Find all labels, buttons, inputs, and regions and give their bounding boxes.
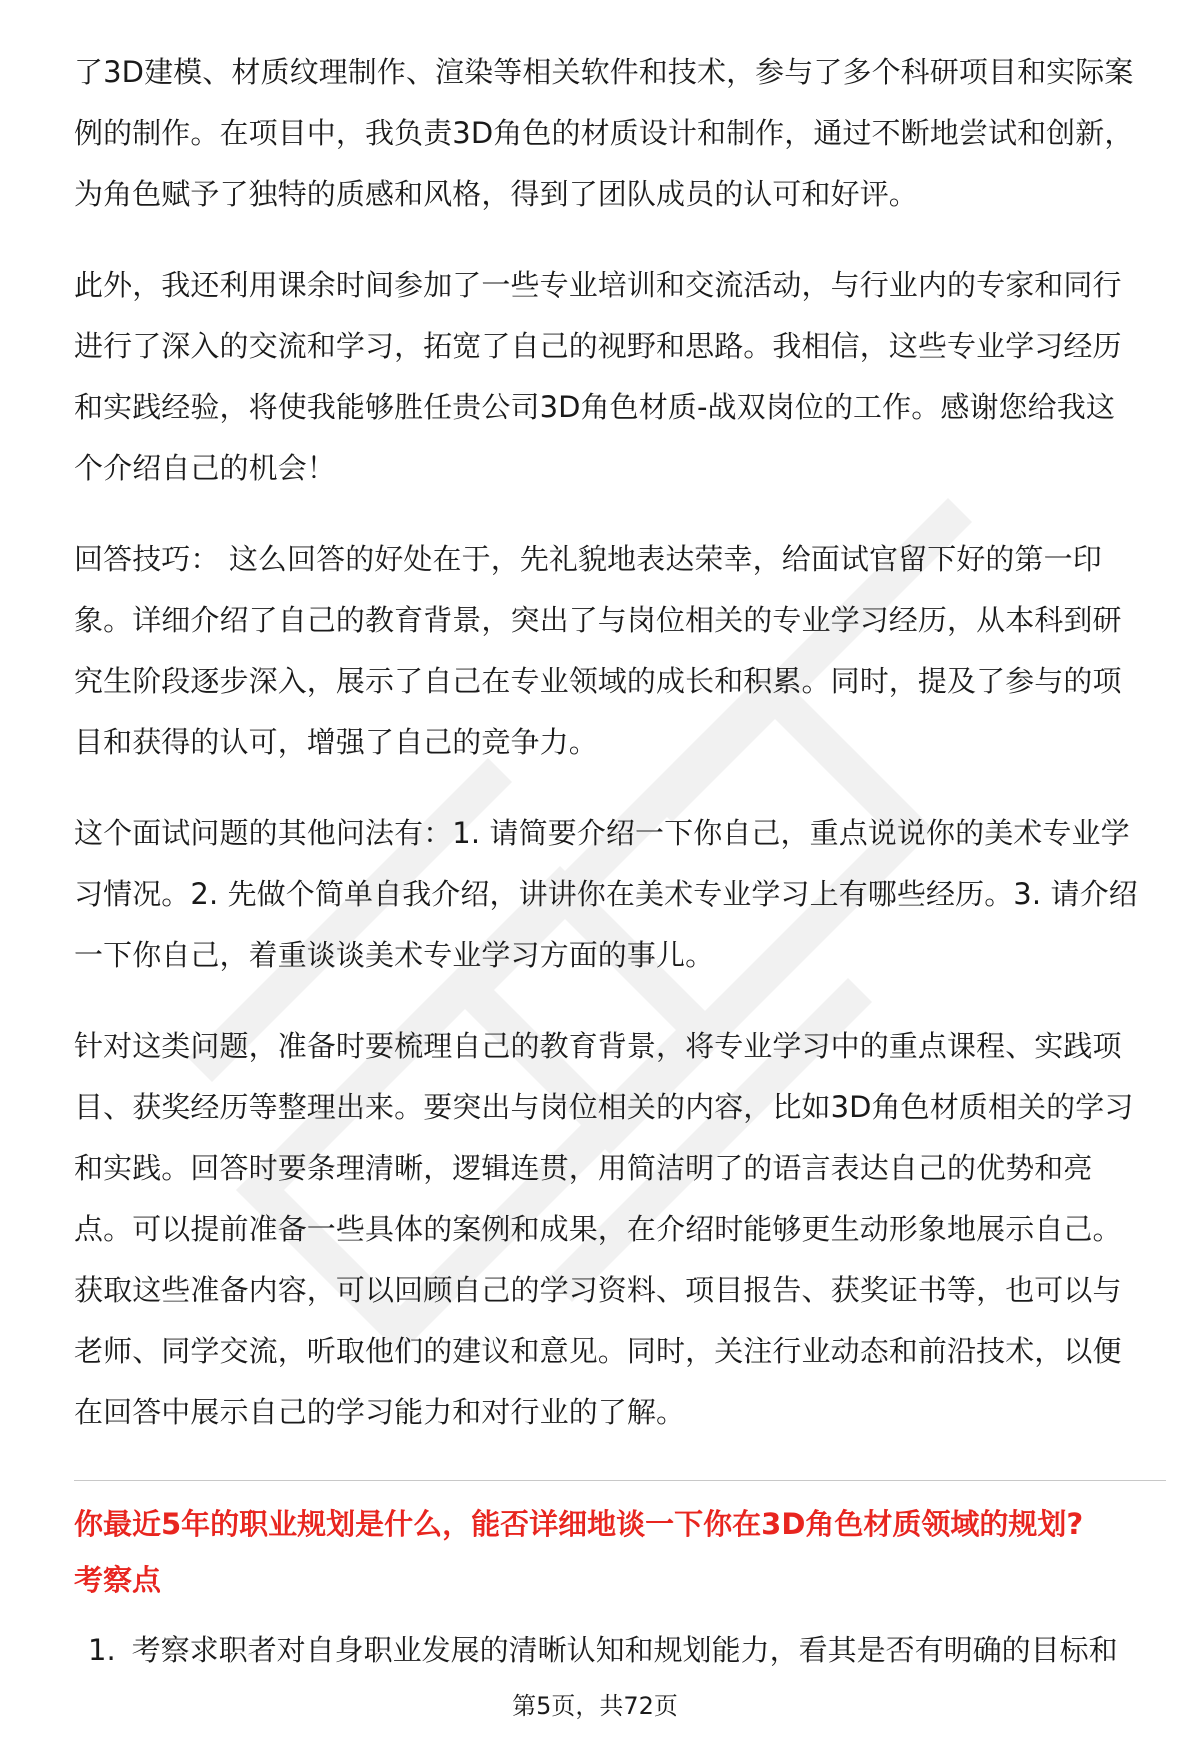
text-line: 目和获得的认可，增强了自己的竞争力。	[74, 725, 598, 759]
text-line: 点。可以提前准备一些具体的案例和成果，在介绍时能够更生动形象地展示自己。	[74, 1212, 1122, 1246]
text-line: 目、获奖经历等整理出来。要突出与岗位相关的内容，比如3D角色材质相关的学习	[74, 1090, 1134, 1124]
text-line: 这个面试问题的其他问法有：1. 请简要介绍一下你自己，重点说说你的美术专业学	[74, 816, 1130, 850]
list-item-number: 1.	[88, 1633, 116, 1667]
text-line: 例的制作。在项目中，我负责3D角色的材质设计和制作，通过不断地尝试和创新，	[74, 116, 1134, 150]
section-divider	[74, 1480, 1166, 1481]
text-line: 为角色赋予了独特的质感和风格，得到了团队成员的认可和好评。	[74, 177, 918, 211]
text-line: 象。详细介绍了自己的教育背景，突出了与岗位相关的专业学习经历，从本科到研	[74, 603, 1122, 637]
paragraph-alternate-questions	[74, 803, 1174, 986]
document-body	[74, 42, 1174, 1473]
text-line: 和实践。回答时要条理清晰，逻辑连贯，用简洁明了的语言表达自己的优势和亮	[74, 1151, 1093, 1185]
text-line: 进行了深入的交流和学习，拓宽了自己的视野和思路。我相信，这些专业学习经历	[74, 329, 1122, 363]
text-line: 获取这些准备内容，可以回顾自己的学习资料、项目报告、获奖证书等，也可以与	[74, 1273, 1122, 1307]
text-line: 在回答中展示自己的学习能力和对行业的了解。	[74, 1395, 686, 1429]
text-line: 老师、同学交流，听取他们的建议和意见。同时，关注行业动态和前沿技术，以便	[74, 1334, 1122, 1368]
interview-question-heading: 你最近5年的职业规划是什么，能否详细地谈一下你在3D角色材质领域的规划?	[74, 1507, 1084, 1541]
text-line: 回答技巧： 这么回答的好处在于，先礼貌地表达荣幸，给面试官留下好的第一印	[74, 542, 1102, 576]
text-line: 了3D建模、材质纹理制作、渲染等相关软件和技术，参与了多个科研项目和实际案	[74, 55, 1134, 89]
paragraph-2	[74, 255, 1174, 499]
page-footer: 第5页，共72页	[512, 1692, 678, 1720]
text-line: 一下你自己，着重谈谈美术专业学习方面的事儿。	[74, 938, 715, 972]
paragraph-preparation	[74, 1016, 1174, 1443]
paragraph-answer-tips	[74, 529, 1174, 773]
assessment-points-heading: 考察点	[74, 1563, 162, 1597]
text-line: 此外，我还利用课余时间参加了一些专业培训和交流活动，与行业内的专家和同行	[74, 268, 1122, 302]
text-line: 和实践经验，将使我能够胜任贵公司3D角色材质-战双岗位的工作。感谢您给我这	[74, 390, 1115, 424]
text-line: 针对这类问题，准备时要梳理自己的教育背景，将专业学习中的重点课程、实践项	[74, 1029, 1122, 1063]
list-item	[88, 1628, 1118, 1672]
list-item-text: 考察求职者对自身职业发展的清晰认知和规划能力，看其是否有明确的目标和	[131, 1633, 1118, 1667]
text-line: 个介绍自己的机会！	[74, 451, 336, 485]
paragraph-1	[74, 42, 1174, 225]
text-line: 究生阶段逐步深入，展示了自己在专业领域的成长和积累。同时，提及了参与的项	[74, 664, 1122, 698]
text-line: 习情况。2. 先做个简单自我介绍，讲讲你在美术专业学习上有哪些经历。3. 请介绍	[74, 877, 1138, 911]
